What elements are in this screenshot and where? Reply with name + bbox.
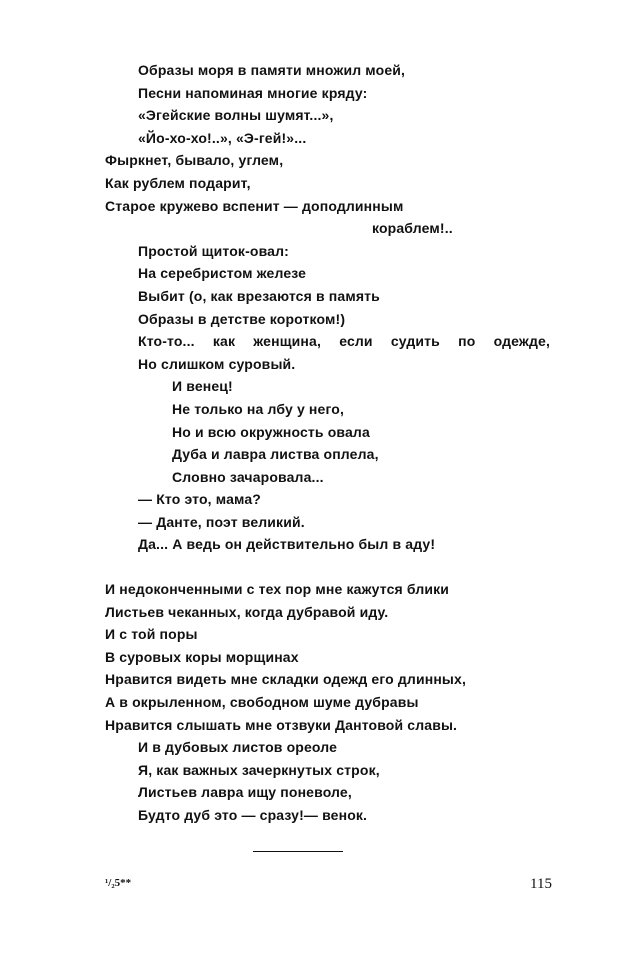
- poem-line: Листьев лавра ищу поневоле,: [138, 784, 352, 801]
- poem-line: Как рублем подарит,: [105, 174, 251, 191]
- poem-line: — Данте, поэт великий.: [138, 513, 305, 530]
- poem-line: Фыркнет, бывало, углем,: [105, 152, 284, 169]
- poem-line: Я, как важных зачеркнутых строк,: [138, 761, 380, 778]
- poem-line: Будто дуб это — сразу!— венок.: [138, 807, 368, 823]
- poem-line: Простой щиток-овал:: [138, 242, 289, 259]
- poem-line: А в окрыленном, свободном шуме дубравы: [105, 694, 419, 711]
- poem-line: Образы моря в памяти множил моей,: [138, 62, 406, 78]
- poem-line: Старое кружево вспенит — доподлинным: [105, 197, 404, 214]
- poem-line: — Кто это, мама?: [138, 491, 261, 508]
- poem-line: Не только на лбу у него,: [172, 400, 345, 417]
- poem-line: На серебристом железе: [138, 265, 307, 282]
- poem-line: Выбит (о, как врезаются в память: [138, 287, 380, 304]
- poem-line: Нравится слышать мне отзвуки Дантовой славы.: [105, 716, 458, 733]
- end-rule: [253, 851, 343, 852]
- poem-line: И недоконченными с тех пор мне кажутся блики: [105, 581, 450, 598]
- poem-line: Словно зачаровала...: [172, 468, 324, 485]
- poem-line: Песни напоминая многие кряду:: [138, 84, 368, 101]
- poem-line: Дуба и лавра листва оплела,: [172, 446, 379, 463]
- poem-line: Образы в детстве коротком!): [138, 310, 346, 327]
- stanza-break: [0, 556, 632, 578]
- poem-line: «Эгейские волны шумят...»,: [138, 107, 334, 124]
- poem-line: Нравится видеть мне складки одежд его длинных,: [105, 671, 467, 688]
- poem-line: И с той поры: [105, 626, 198, 643]
- poem-line: Да... А ведь он действительно был в аду!: [138, 536, 436, 553]
- page-number: 115: [530, 876, 552, 892]
- poem-line: кораблем!..: [372, 220, 453, 237]
- poem-line: Но и всю окружность овала: [172, 423, 370, 440]
- poem-line: Но слишком суровый.: [138, 355, 296, 372]
- poem-text: [0, 59, 632, 827]
- printer-signature-mark: ¹/₂5**: [105, 877, 132, 889]
- poem-line: Листьев чеканных, когда дубравой иду.: [105, 603, 389, 620]
- poem-line: И в дубовых листов ореоле: [138, 739, 338, 756]
- poem-line: «Йо-хо-хо!..», «Э-гей!»...: [138, 129, 307, 146]
- poem-line: В суровых коры морщинах: [105, 648, 299, 665]
- poem-line: И венец!: [172, 378, 233, 395]
- poem-line: Кто-то... как женщина, если судить по одежде,: [138, 333, 550, 350]
